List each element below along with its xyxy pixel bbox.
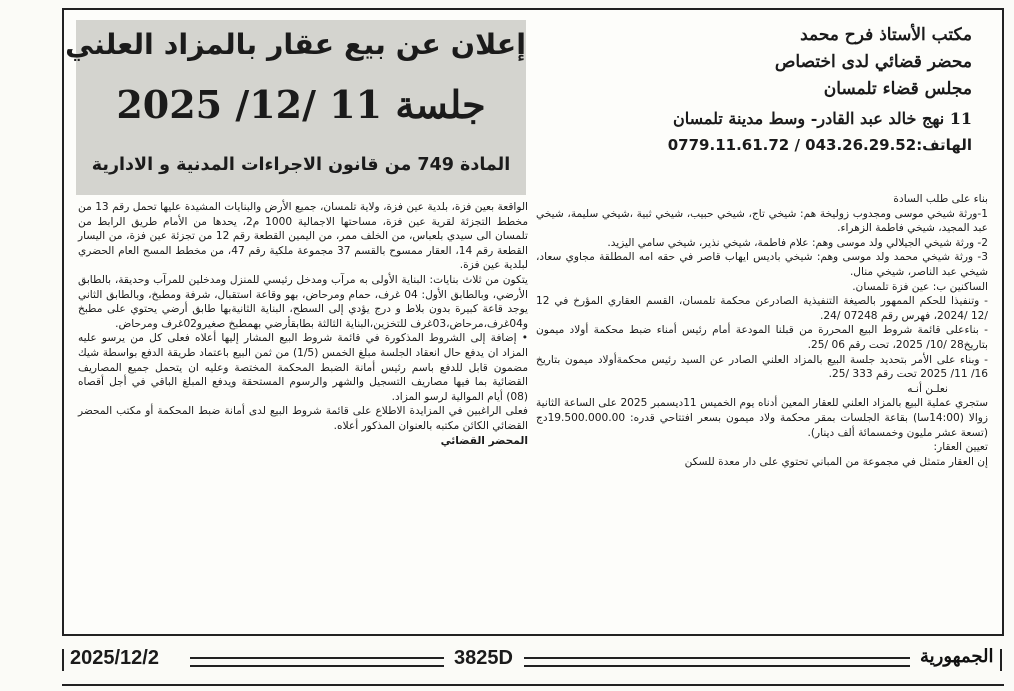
session-date: جلسة 11 /12/ 2025 (116, 82, 486, 127)
paragraph: 1-ورثة شيخي موسى ومجدوب زوليخة هم: شيخي تاج، شيخي حبيب، شيخي ثبية ،شيخي سليمة، شيخي عبد المجيد، شيخي فاطمة الزهراء. (536, 207, 988, 235)
title-box (65, 20, 526, 195)
office-role: محضر قضائي لدى اختصاص (774, 52, 972, 72)
paragraph: ستجري عملية البيع بالمزاد العلني للعقار المعين أدناه يوم الخميس 11ديسمبر 2025 على الساعة الثانية زوالا (14:00سا) بقاعة الجلسات بمقر محكمة ولاد ميمون بسعر افتتاحي قدره: 19.500.000.00دج (تسعة عشر مليون وخمسمائة ألف دينار). (536, 397, 989, 439)
footer-rule (190, 657, 444, 667)
right-column-text (536, 192, 988, 469)
paragraph: 3- ورثة شيخي محمد ولد موسى وهم: شيخي باديس ايهاب قاصر في حقه امه المطلقة مجاوي سعاد، شيخي عبد الناصر، شيخي منال. (536, 251, 988, 278)
announcement-heading: نعلـن أنـه (907, 382, 948, 395)
announcement-frame (62, 8, 1004, 636)
paragraph: - وتنفيذا للحكم الممهور بالصيغة التنفيذية الصادرعن محكمة تلمسان، القسم العقاري المؤرخ في 12 /12 /2024، فهرس رقم 07248 /24. (536, 295, 988, 322)
bailiff-office-header (552, 22, 972, 159)
page-footer (62, 644, 1004, 674)
legal-reference: المادة 749 من قانون الاجراءات المدنية و الادارية (91, 155, 511, 175)
paragraph: - بناءعلى قائمة شروط البيع المحررة من قبلنا المودعة أمام رئيس أمناء ضبط محكمة أولاد ميمون بتاريخ28 /10/ 2025، تحت رقم 06 /25. (536, 324, 988, 351)
footer-divider (1000, 649, 1002, 671)
paragraph: إن العقار متمثل في مجموعة من المباني تحتوي على دار معدة للسكن (684, 455, 988, 468)
paragraph: • إضافة إلى الشروط المذكورة في قائمة شروط البيع المشار إليها أعلاه فعلى كل من يرسو عليه المزاد ان يدفع حال انعقاد الجلسة مبلغ الخمس (1/5) من ثمن البيع باعتماد طريقة الدفع بواسطة شيك مضمون قابل للدفع باسم رئيس أمانة الضبط المحكمة المختصة وعليه ان يتحمل جميع المصاريف القضائية بما فيها مصاريف التسجيل والشهر والرسوم المستحقة ويدفع المبلغ الباقي في أجل أقصاه (08) أيام الموالية لرسو المزاد. (78, 332, 528, 403)
paragraph: الساكنين ب: عين فزة تلمسان. (852, 280, 988, 293)
office-name: مكتب الأستاذ فرح محمد (800, 25, 972, 45)
signature: المحضر القضائي (440, 434, 528, 447)
footer-divider (62, 649, 64, 671)
office-phone: الهاتف:043.26.29.52 / 0779.11.61.72 (667, 136, 972, 154)
paragraph: - وبناء على الأمر بتحديد جلسة البيع بالمزاد العلني الصادر عن السيد رئيس محكمةأولاد ميمون بتاريخ 16/ 11/ 2025 تحت رقم 333 /25. (536, 353, 988, 381)
headline: إعلان عن بيع عقار بالمزاد العلني (65, 28, 526, 61)
left-column-text (78, 200, 528, 448)
property-heading: تعيين العقار: (933, 441, 988, 454)
paragraph: يتكون من ثلاث بنايات: البناية الأولى به مرآب ومدخل رئيسي للمنزل ومدخلين للمرآب وحديقة، بالطابق الأرضي، وبالطابق الأول: 04 غرف، حمام ومرحاض، بهو وقاعة استقبال، شرفة ومطبخ، وبالطابق الثاني يوجد قاعة كبيرة بدون بلاط و درج يؤدي إلى السطح، البناية الثانيةبها طابق أرضي يحتوي على مطبخ و04غرف،مرحاض،03غرف للتخزين،البناية الثالثة بطابقأرضي بهمطبخ صغيرو02غرف ومرحاض. (78, 273, 528, 330)
newspaper-logo: الجمهورية (920, 646, 994, 667)
paragraph: فعلى الراغبين في المزايدة الاطلاع على قائمة شروط البيع لدى أمانة ضبط المحكمة أو مكتب المحضر القضائي الكائن مكتبه بالعنوان المذكور أعلاه. (78, 405, 528, 432)
office-court: مجلس قضاء تلمسان (823, 79, 972, 99)
paragraph: بناء على طلب السادة (893, 193, 988, 205)
bottom-rule (62, 684, 1004, 686)
paragraph: الواقعة بعين فزة، بلدية عين فزة، ولاية تلمسان، جميع الأرض والبنايات المشيدة عليها تحمل رقم 13 من مخطط التجزئة لقرية عين فزة، مساحتها الاجمالية 1000 م2، يحدها من الأمام طريق الرابط من تلمسان الى سيدي بلعباس، من الخلف ممر، من اليمين القطعة رقم 12 من تجزئة عين فزة، من اليسار القطعة رقم 14، العقار ممسوح بالقسم 37 مجموعة ملكية رقم 47، من مخطط المسح العام الحضري لبلدية عين فزة. (78, 201, 528, 272)
footer-date: 2025/12/2 (70, 647, 159, 669)
footer-rule (524, 657, 910, 667)
issue-number: 3825D (454, 647, 513, 669)
office-address: 11 نهج خالد عبد القادر- وسط مدينة تلمسان (672, 109, 972, 128)
paragraph: 2- ورثة شيخي الجيلالي ولد موسى وهم: علام فاطمة، شيخي نذير، شيخي سامي اليزيد. (607, 236, 988, 249)
